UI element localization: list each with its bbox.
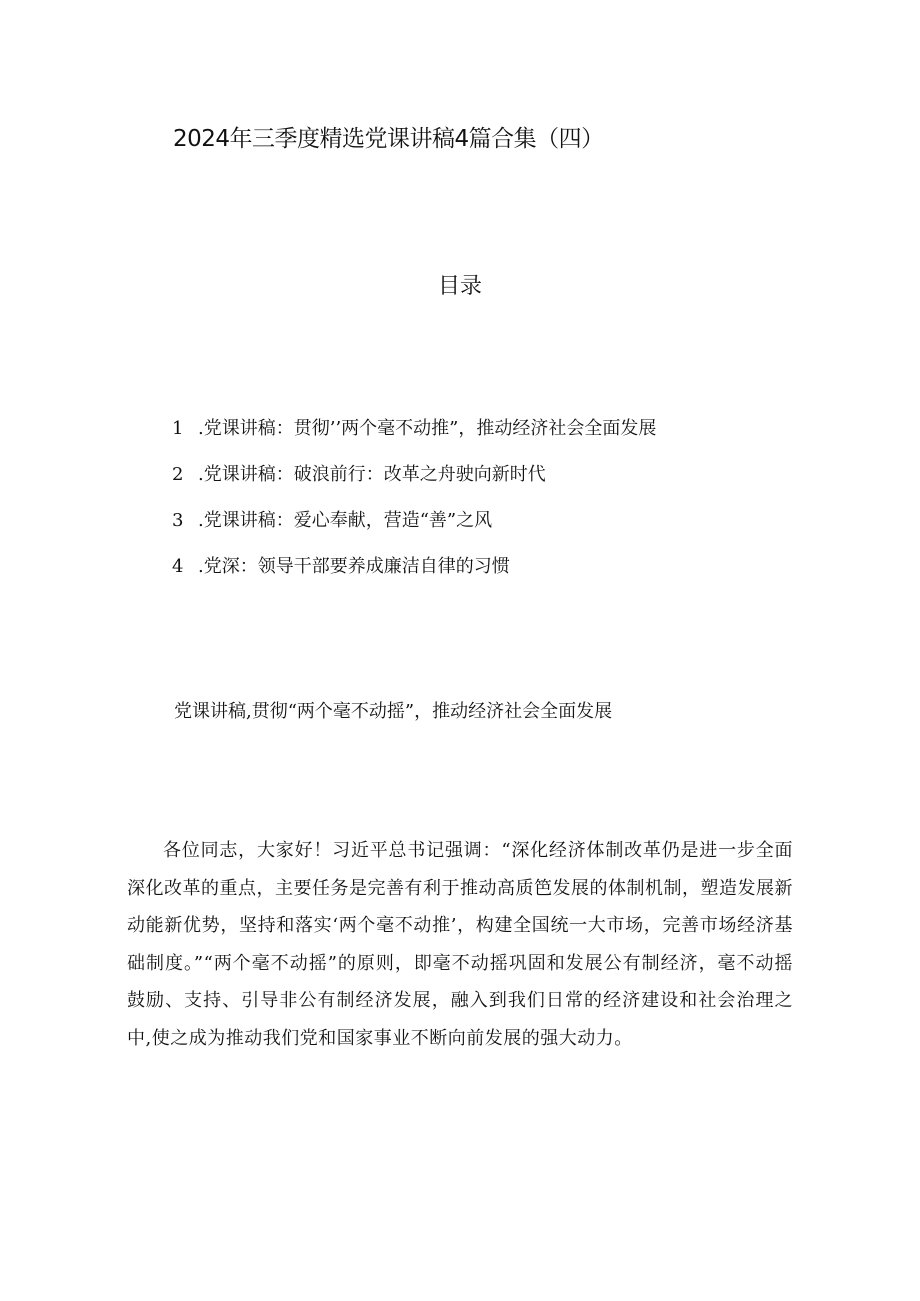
toc-item-text: .党课讲稿：贯彻’’两个毫不动推”，推动经济社会全面发展: [198, 418, 657, 439]
toc-item-number: 4: [172, 556, 184, 577]
toc-item: [172, 458, 656, 492]
document-title: 2024年三季度精选党课讲稿4篇合集（四）: [173, 126, 604, 152]
toc-item-number: 2: [172, 464, 184, 485]
toc-item-number: 1: [172, 418, 184, 439]
toc-item-text: .党深：领导干部要养成廉洁自律的习惯: [198, 556, 510, 577]
toc-item-text: .党课讲稿：爱心奉献，营造“善”之风: [198, 510, 493, 531]
toc-item: [172, 550, 656, 584]
table-of-contents: [172, 412, 656, 596]
toc-item: [172, 412, 656, 446]
toc-item-text: .党课讲稿：破浪前行：改革之舟驶向新时代: [198, 464, 546, 485]
toc-item: [172, 504, 656, 538]
toc-heading: 目录: [437, 274, 482, 299]
toc-item-number: 3: [172, 510, 184, 531]
body-paragraph: 各位同志，大家好！习近平总书记强调：“深化经济体制改革仍是进一步全面深化改革的重点，主要任务是完善有利于推动高质笆发展的体制机制，塑造发展新动能新优势，坚持和落实‘两个毫不动推’，构建全国统一大市场，完善市场经济基础制度。”“两个毫不动摇”的原则，即毫不动摇巩固和发展公有制经济，毫不动摇鼓励、支持、引导非公有制经济发展，融入到我们日常的经济建设和社会治理之中,使之成为推动我们党和国家事业不断向前发展的强大动力。: [127, 840, 793, 1049]
section-heading: 党课讲稿,贯彻“两个毫不动摇”，推动经济社会全面发展: [174, 701, 613, 722]
